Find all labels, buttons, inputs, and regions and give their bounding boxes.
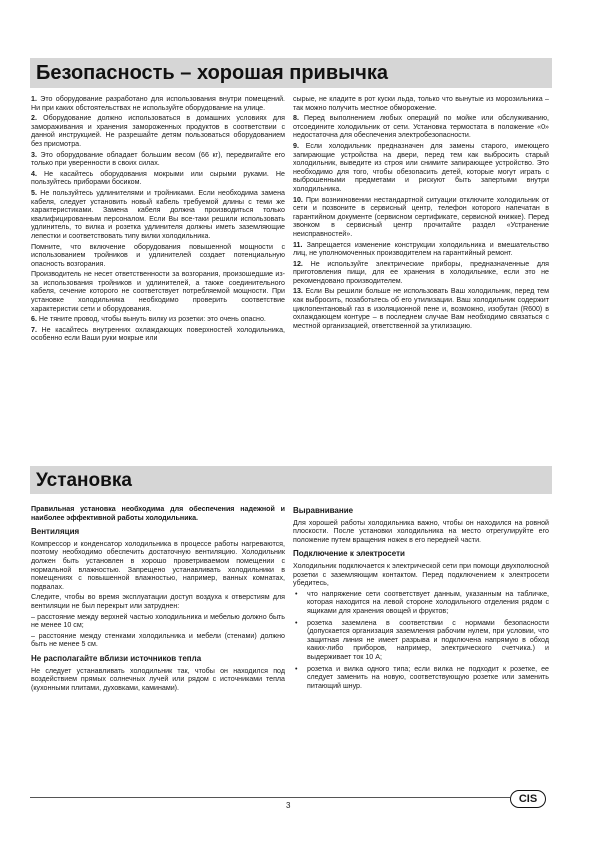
safety-item (31, 151, 285, 168)
ventilation-paragraph: Компрессор и конденсатор холодильника в процессе работы нагреваются, поэтому необходимо обеспечить достаточную вентиляцию. Холодильник должен быть установлен в хорошо проветриваемом помещении с нормальной влажностью. Запрещено устанавливать холодильники в помещениях с повышенной влажностью, например, ванных комнатах, подвалах. (31, 539, 285, 591)
leveling-heading: Выравнивание (293, 506, 354, 515)
installation-column-right (293, 505, 549, 693)
safety-item (31, 95, 285, 112)
leveling-paragraph: Для хорошей работы холодильника важно, чтобы он находился на ровной плоскости. После установки холодильника на место отрегулируйте его положение путем вращения ножек в его передней части. (293, 518, 549, 544)
item-text: Не касайтесь оборудования мокрыми или сырыми руками. Не пользуйтесь приборами босиком. (31, 169, 285, 187)
item-number: 11. (293, 240, 303, 249)
safety-item (31, 243, 285, 269)
list-item: • что напряжение сети соответствует данным, указанным на табличке, которая находится на левой стороне холодильного отделения рядом с ящиками для хранения овощей и фруктов; (293, 590, 549, 616)
item-text: Производитель не несет ответственности за возгорания, произошедшие из-за использования тройников и удлинителей, а также соединительного кабеля, сечение которого не соответствует потребляемой мощности. При установке холодильника необходимо проверить соответствие характеристик сети и оборудования. (31, 270, 285, 313)
item-text: Не касайтесь внутренних охлаждающих поверхностей холодильника, особенно если Ваши руки мокрые или (31, 325, 285, 343)
section-title-safety: Безопасность – хорошая привычка (36, 62, 388, 84)
safety-item (293, 114, 549, 140)
list-item: • розетка и вилка одного типа; если вилка не подходит к розетке, ее следует заменить на новую, соответствующую розетке или заменить питающий шнур. (293, 665, 549, 691)
safety-item (31, 270, 285, 313)
item-number: 9. (293, 141, 299, 150)
safety-item (293, 142, 549, 194)
section-banner-installation (30, 466, 552, 494)
item-number: 1. (31, 95, 37, 103)
heat-heading: Не располагайте вблизи источников тепла (31, 653, 202, 663)
item-text: сырые, не кладите в рот куски льда, только что вынутые из морозильника – так можно получить местное обморожение. (293, 95, 549, 112)
item-number: 8. (293, 114, 299, 123)
item-number: 10. (293, 195, 303, 204)
item-text: Это оборудование обладает большим весом (66 кг), передвигайте его только при уверенности в своих силах. (31, 150, 285, 168)
section-banner-safety (30, 58, 552, 88)
page-number: 3 (286, 801, 291, 810)
safety-item (31, 189, 285, 241)
item-number: 12. (293, 259, 303, 268)
item-text: Перед выполнением любых операций по мойке или обслуживанию, отсоедините холодильник от сети. Установка термостата в положение «0» недостаточна для обеспечения электробезопасности. (293, 114, 549, 140)
safety-item (31, 315, 285, 324)
footer-divider (30, 797, 510, 798)
item-text: Это оборудование разработано для использования внутри помещений. Ни при каких обстоятельствах не используйте оборудование на улице. (31, 95, 285, 112)
safety-item (31, 170, 285, 187)
item-number: 7. (31, 325, 37, 334)
item-number: 2. (31, 114, 37, 123)
item-number: 3. (31, 150, 37, 159)
safety-item (293, 241, 549, 258)
safety-item (293, 196, 549, 239)
ventilation-paragraph: – расстояние между верхней частью холодильника и мебелью должно быть не менее 10 см; (31, 612, 285, 630)
ventilation-heading: Вентиляция (31, 527, 80, 537)
ventilation-paragraph: – расстояние между стенками холодильника и мебели (стенами) должно быть не менее 5 см. (31, 631, 285, 649)
safety-item (31, 114, 285, 148)
item-number: 5. (31, 188, 37, 197)
electric-checklist (293, 590, 549, 691)
safety-item (293, 260, 549, 286)
item-text: Помните, что включение оборудования повышенной мощности с использованием тройников и удлинителей создает потенциальную опасность возгорания. (31, 242, 285, 268)
electric-paragraph: Холодильник подключается к электрической сети при помощи двухполюсной розетки с заземляющим контактом. Перед подключением к электросети убедитесь, (293, 561, 549, 588)
item-number: 6. (31, 315, 37, 324)
item-text: Запрещается изменение конструкции холодильника и вмешательство лиц, не уполномоченных производителем на гарантийный ремонт. (293, 240, 549, 258)
item-text: При возникновении нестандартной ситуации отключите холодильник от сети и позвоните в сервисный центр, телефон которого напечатан в гарантийном документе (сервисном сертификате, сервисной книжке). Перед звонком в сервисный центр прочитайте раздел «Устранение неисправностей». (293, 195, 549, 238)
item-number: 4. (31, 169, 37, 178)
installation-lead: Правильная установка необходима для обеспечения надежной и наиболее эффективной работы холодильника. (31, 505, 285, 522)
heat-paragraph: Не следует устанавливать холодильник так, чтобы он находился под воздействием прямых солнечных лучей или рядом с источниками тепла (кухонными плитами, духовками, каминами). (31, 666, 285, 692)
item-text: Не используйте электрические приборы, предназначенные для приготовления пищи, для ее хранения в холодильнике, если это не рекомендовано производителем. (293, 259, 549, 285)
installation-column-left (31, 505, 285, 694)
electric-heading: Подключение к электросети (293, 549, 405, 559)
safety-column-left (31, 95, 285, 345)
section-title-installation: Установка (36, 470, 132, 491)
item-text: Если Вы решили больше не использовать Ваш холодильник, перед тем как выбросить, позаботьтесь об его утилизации. Ваш холодильник содержит циклопентановый газ в изоляционной пене и, возможно, изобутан (R600) в охлаждающем контуре – в последнем случае Вам необходимо связаться с местной организацией, ответственной за утилизацию. (293, 287, 549, 330)
safety-item (31, 326, 285, 343)
item-text: Не тяните провод, чтобы вынуть вилку из розетки: это очень опасно. (38, 315, 266, 324)
item-number: 13. (293, 287, 303, 296)
ventilation-paragraph: Следите, чтобы во время эксплуатации доступ воздуха к отверстиям для вентиляции не был перекрыт или затруднен: (31, 593, 285, 610)
safety-item (293, 95, 549, 112)
cis-badge: CIS (510, 790, 546, 808)
item-text: Если холодильник предназначен для замены старого, имеющего запирающие устройства на двери, перед тем как выбросить старый холодильник, выведите из строя или снимите запирающее устройство. Это необходимо для того, чтобы обезопасить детей, которые могут играть с выброшенными предметами и рискуют быть запертыми внутри холодильника. (293, 141, 549, 193)
item-text: Не пользуйтесь удлинителями и тройниками. Если необходима замена кабеля, следует установить новый кабель требуемой длины с теми же характеристиками. Замена кабеля должна производиться только квалифицированным персоналом. Если Вы все-таки решили использовать удлинитель, то вилка и розетка удлинителя должны иметь заземляющие лепестки и соответствовать типу вилки холодильника. (31, 188, 285, 240)
safety-item (293, 287, 549, 330)
list-item: • розетка заземлена в соответствии с нормами безопасности (допускается организация заземления рабочим нулем, при условии, что защитная линия не имеет разрыва и подключена напрямую в обход каких-либо приборов, например, электрического счетчика.) и выдерживает ток 10 А; (293, 619, 549, 662)
item-text: Оборудование должно использоваться в домашних условиях для замораживания и хранения замороженных продуктов в соответствии с данной инструкцией. Не разрешайте детям пользоваться оборудованием без присмотра. (31, 114, 285, 148)
safety-column-right (293, 95, 549, 332)
